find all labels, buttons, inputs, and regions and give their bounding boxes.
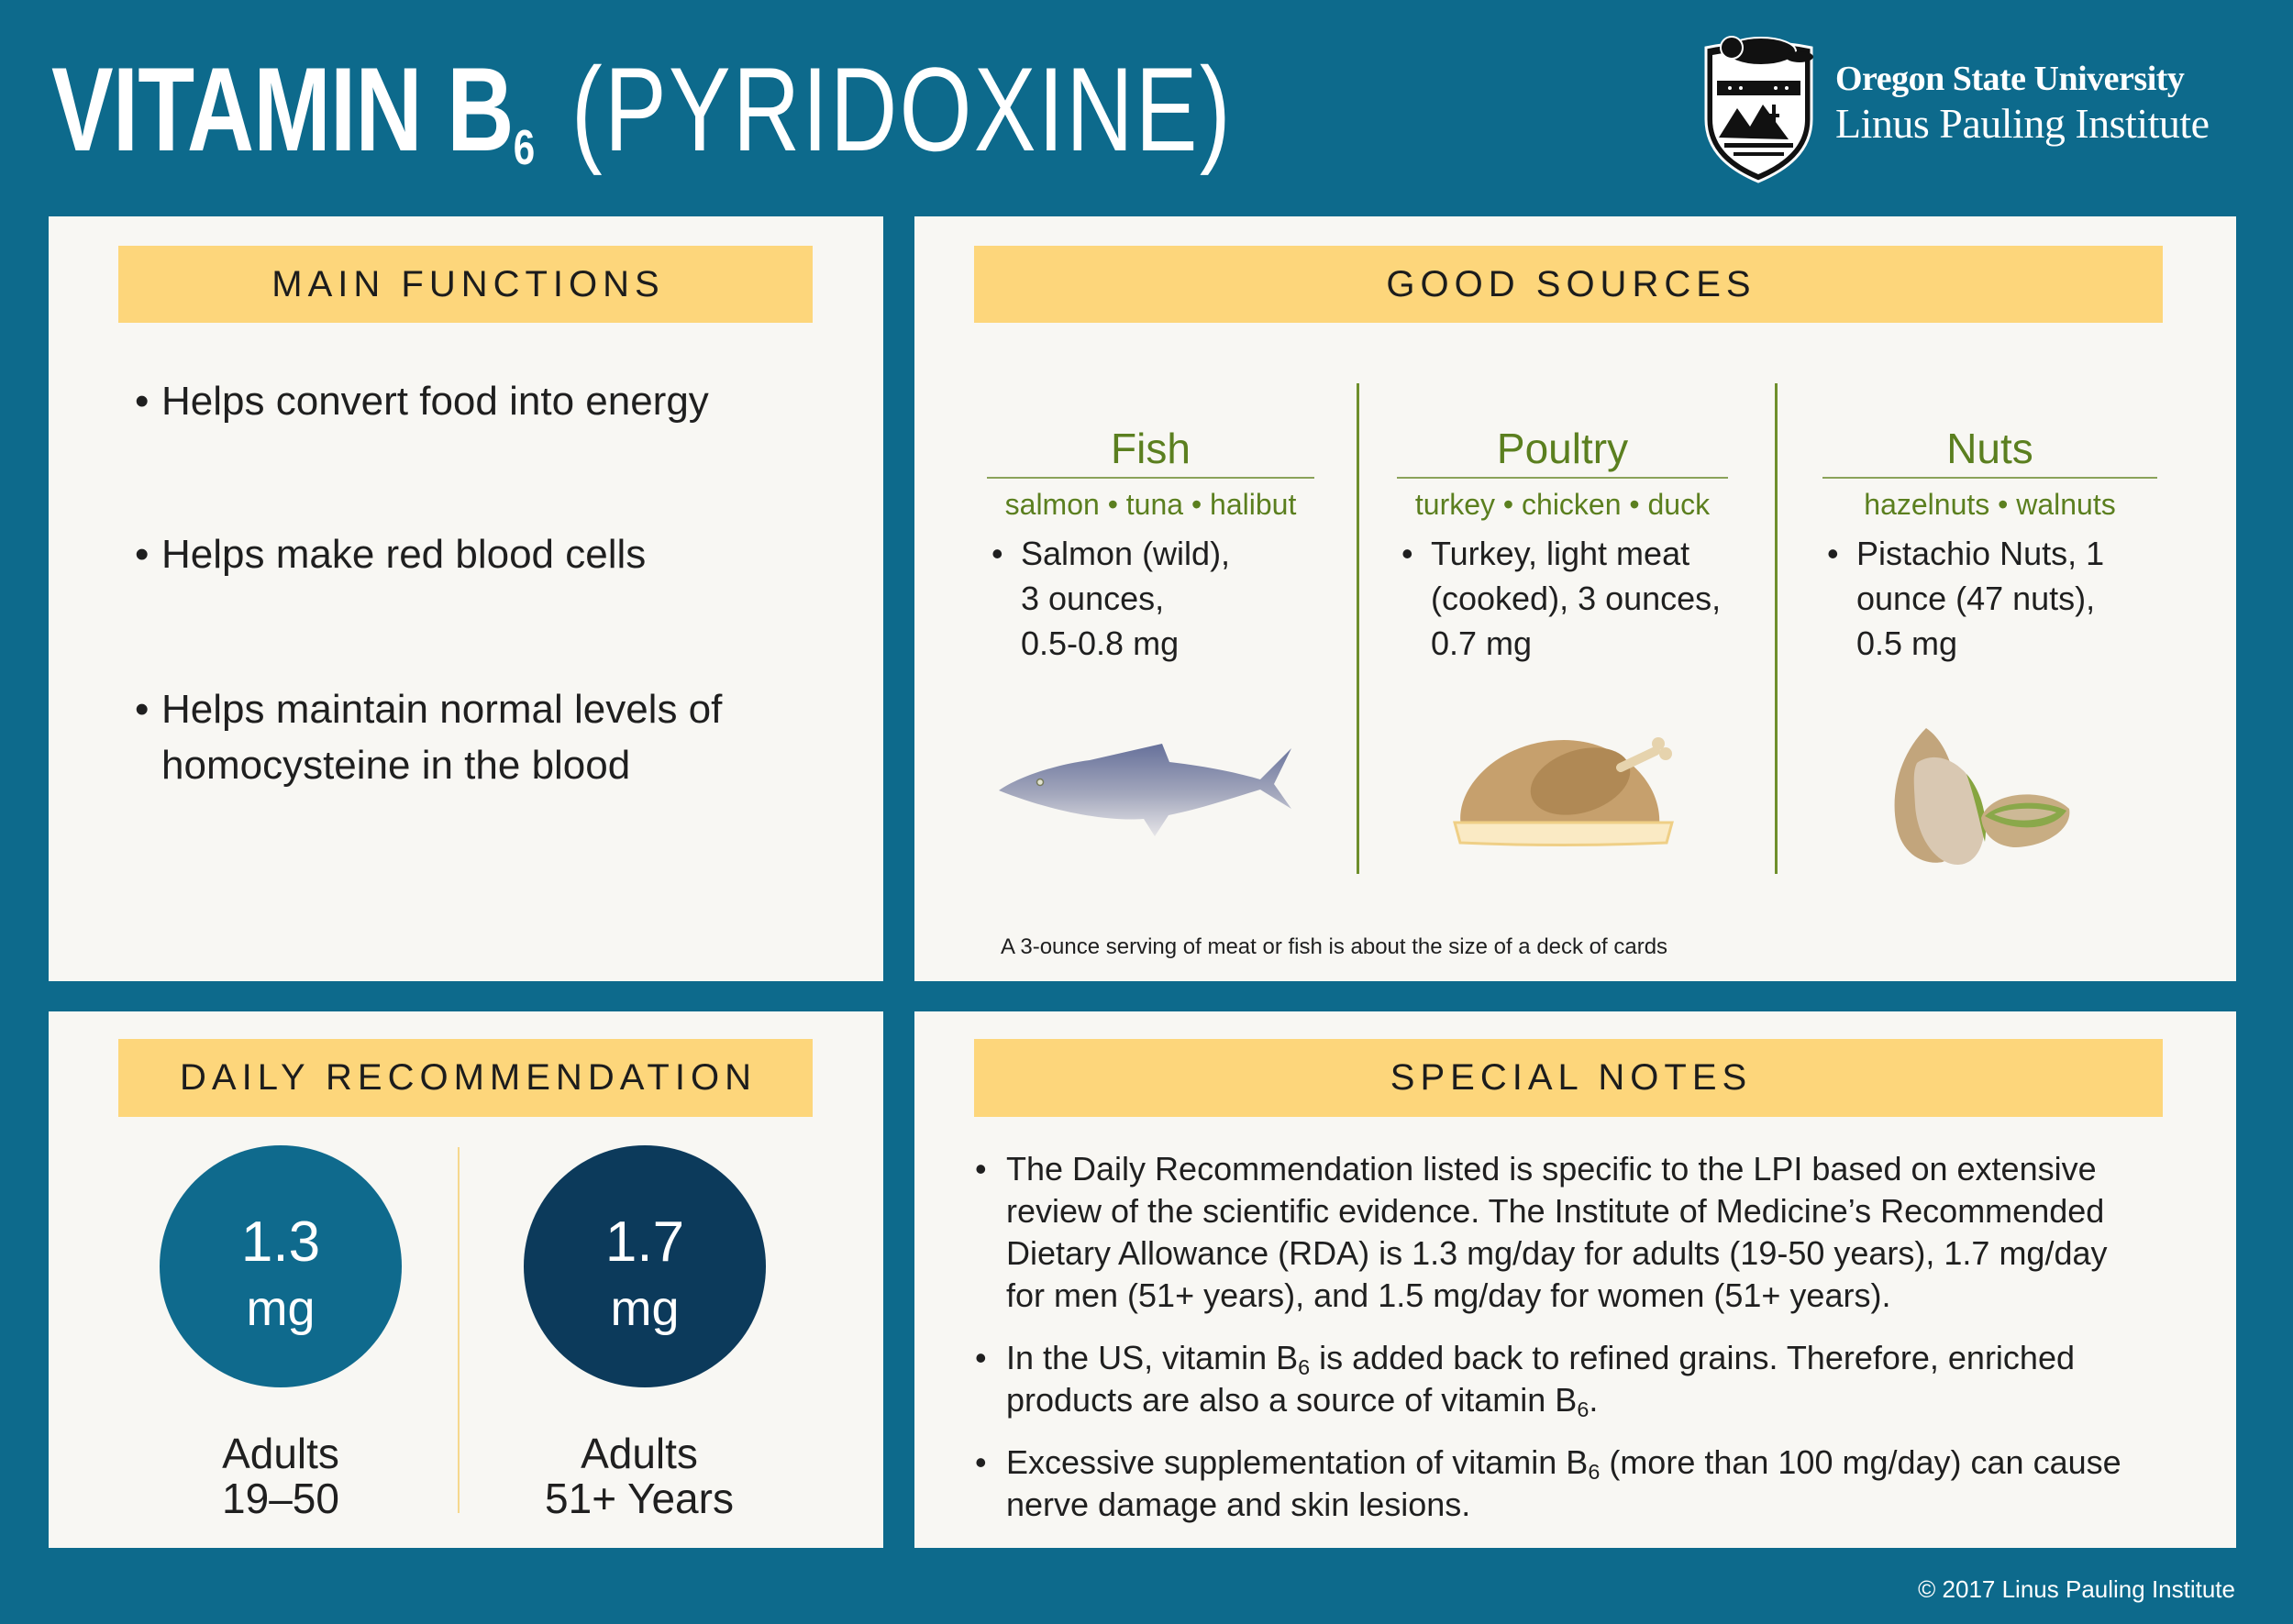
fish-eye [1037,779,1044,786]
source-detail [1401,531,1733,666]
source-detail [1827,531,2162,666]
age-group-line: Adults [222,1430,339,1477]
source-title: Nuts [1946,425,2033,472]
detail-line: 3 ounces, [1021,580,1165,617]
daily-recommendation-heading: DAILY RECOMMENDATION [118,1039,813,1117]
detail-line: (cooked), 3 ounces, [1431,580,1722,617]
list-item [975,1148,2143,1317]
list-item [135,526,850,582]
institution-name [1835,59,2210,149]
function-text: Helps make red blood cells [161,532,647,577]
detail-line: 0.7 mg [1431,624,1533,662]
source-column-nuts [1822,216,2157,981]
bullet: • [135,379,150,424]
bullet: • [991,535,1003,572]
function-text: Helps maintain normal levels of homocysteine in the blood [161,687,723,788]
dose-unit: mg [610,1281,680,1336]
osu-beaver-shield-icon [1697,28,1821,183]
university-name: Oregon State University [1835,60,2185,98]
list-item [135,681,850,793]
source-detail [991,531,1319,666]
dose-circle-adults-51-plus [524,1145,766,1387]
page-title [51,42,1233,176]
good-sources-panel [914,216,2236,981]
dose-amount: 1.3 [240,1210,321,1274]
age-group-line: 19–50 [222,1475,339,1522]
bullet: • [1401,535,1413,572]
fish-illustration [999,743,1292,837]
bullet: • [975,1150,987,1188]
pistachio-illustration [1889,726,2071,866]
title-underline [1822,477,2157,479]
source-column-fish [987,216,1314,981]
special-notes-panel [914,1011,2236,1548]
note-text: Excessive supplementation of vitamin B [1006,1443,1589,1481]
bullet: • [1827,535,1839,572]
source-examples: turkey • chicken • duck [1414,488,1711,521]
subscript: 6 [1577,1397,1590,1421]
special-notes-list [975,1148,2143,1546]
serving-size-note: A 3-ounce serving of meat or fish is about the size of a deck of cards [1001,934,1668,959]
column-divider [1357,383,1359,874]
dose-circle-adults-19-50 [160,1145,402,1387]
function-text: Helps convert food into energy [161,379,709,424]
detail-line: 0.5 mg [1856,624,1958,662]
dose-unit: mg [246,1281,316,1336]
subscript: 6 [1588,1459,1601,1484]
source-examples: salmon • tuna • halibut [1004,488,1297,521]
detail-line: Turkey, light meat [1431,535,1690,572]
detail-line: Salmon (wild), [1021,535,1231,572]
list-item [135,373,850,429]
dose-amount: 1.7 [604,1210,685,1274]
source-title: Fish [1111,425,1191,472]
note-text: In the US, vitamin B [1006,1339,1299,1376]
title-main: VITAMIN B [51,42,514,176]
age-group-label [502,1431,777,1521]
age-group-line: Adults [581,1430,698,1477]
bullet: • [135,532,150,577]
main-functions-heading: MAIN FUNCTIONS [118,246,813,323]
main-functions-panel [49,216,883,981]
institute-name: Linus Pauling Institute [1835,100,2210,147]
age-group-label [143,1431,418,1521]
note-text: . [1589,1381,1599,1419]
age-group-line: 51+ Years [545,1475,734,1522]
detail-line: 0.5-0.8 mg [1021,624,1180,662]
detail-line: ounce (47 nuts), [1856,580,2096,617]
detail-line: Pistachio Nuts, 1 [1856,535,2105,572]
title-underline [1397,477,1728,479]
column-divider [1775,383,1778,874]
roast-turkey-illustration [1452,731,1675,848]
bullet: • [135,687,150,732]
daily-recommendation-panel [49,1011,883,1548]
note-text: is added back to refined grains. Therefore, enriched products are also a source of vitamin B [1006,1339,2075,1419]
subscript: 6 [1298,1354,1311,1379]
list-item [975,1337,2143,1421]
good-sources-heading: GOOD SOURCES [974,246,2163,323]
title-underline [987,477,1314,479]
source-examples: hazelnuts • walnuts [1864,488,2116,521]
bullet: • [975,1339,987,1376]
title-parenthetical: (PYRIDOXINE) [570,42,1233,176]
note-text: The Daily Recommendation listed is specific to the LPI based on extensive review of the scientific evidence. The Institute of Medicine’s Recommended Dietary Allowance (RDA) is 1.3 mg/day for adults (19-50 years), 1.7 mg/day for men (51+ years), and 1.5 mg/day for women (51+ years). [1006,1150,2108,1314]
source-column-poultry [1397,216,1728,981]
title-subscript: 6 [513,120,536,175]
copyright: © 2017 Linus Pauling Institute [1918,1575,2235,1603]
list-item [975,1442,2143,1526]
note-text: (more than 100 mg/day) can cause nerve damage and skin lesions. [1006,1443,2121,1523]
source-title: Poultry [1496,425,1629,472]
special-notes-heading: SPECIAL NOTES [974,1039,2163,1117]
bullet: • [975,1443,987,1481]
group-divider [458,1147,460,1513]
